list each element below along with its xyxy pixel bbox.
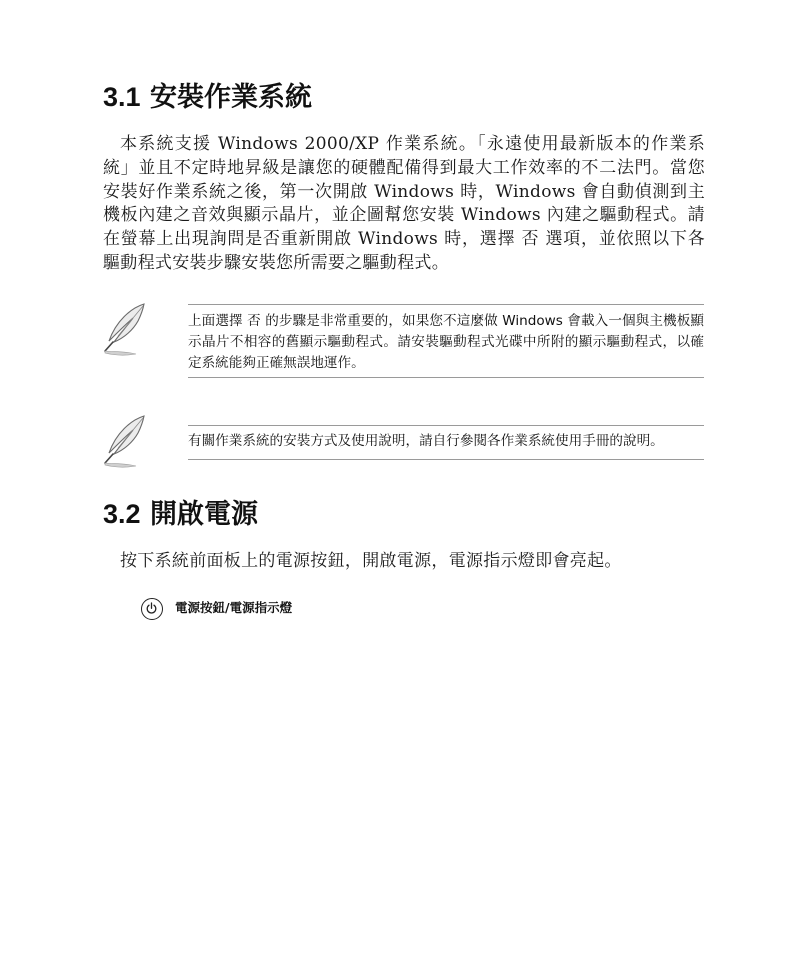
note-text: 上面選擇 否 的步驟是非常重要的，如果您不這麼做 Windows 會載入一個與主機板顯示晶片不相容的舊顯示驅動程式。請安裝驅動程式光碟中所附的顯示驅動程式，以確定系統能夠正確無誤地運作。 (188, 313, 704, 371)
section-heading-3-1 (103, 80, 312, 115)
section-number: 3.1 (103, 82, 141, 112)
section-title: 開啟電源 (149, 499, 258, 530)
body-paragraph: 按下系統前面板上的電源按鈕，開啟電源，電源指示燈即會亮起。 (120, 551, 622, 571)
note-text: 有關作業系統的安裝方式及使用說明，請自行參閱各作業系統使用手冊的說明。 (188, 433, 664, 449)
note-box (188, 304, 704, 378)
power-button-label: 電源按鈕/電源指示燈 (175, 600, 293, 615)
power-icon (141, 598, 163, 620)
body-paragraph: 本系統支援 Windows 2000/XP 作業系統。「永遠使用最新版本的作業系統」並且不定時地昇級是讓您的硬體配備得到最大工作效率的不二法門。當您安裝好作業系統之後，第一次開啟 Windows 時，Windows 會自動偵測到主機板內建之音效與顯示晶片，並企圖幫您安裝 Windows 內建之驅動程式。請在螢幕上出現詢問是否重新開啟 Windows 時，選擇 否 選項，並依照以下各驅動程式安裝步驟安裝您所需要之驅動程式。 (103, 134, 705, 273)
section-title: 安裝作業系統 (149, 82, 312, 113)
section-number: 3.2 (103, 499, 141, 529)
quill-pen-icon (100, 413, 148, 471)
section-heading-3-2 (103, 497, 258, 532)
quill-pen-icon (100, 301, 148, 359)
note-box (188, 425, 704, 460)
